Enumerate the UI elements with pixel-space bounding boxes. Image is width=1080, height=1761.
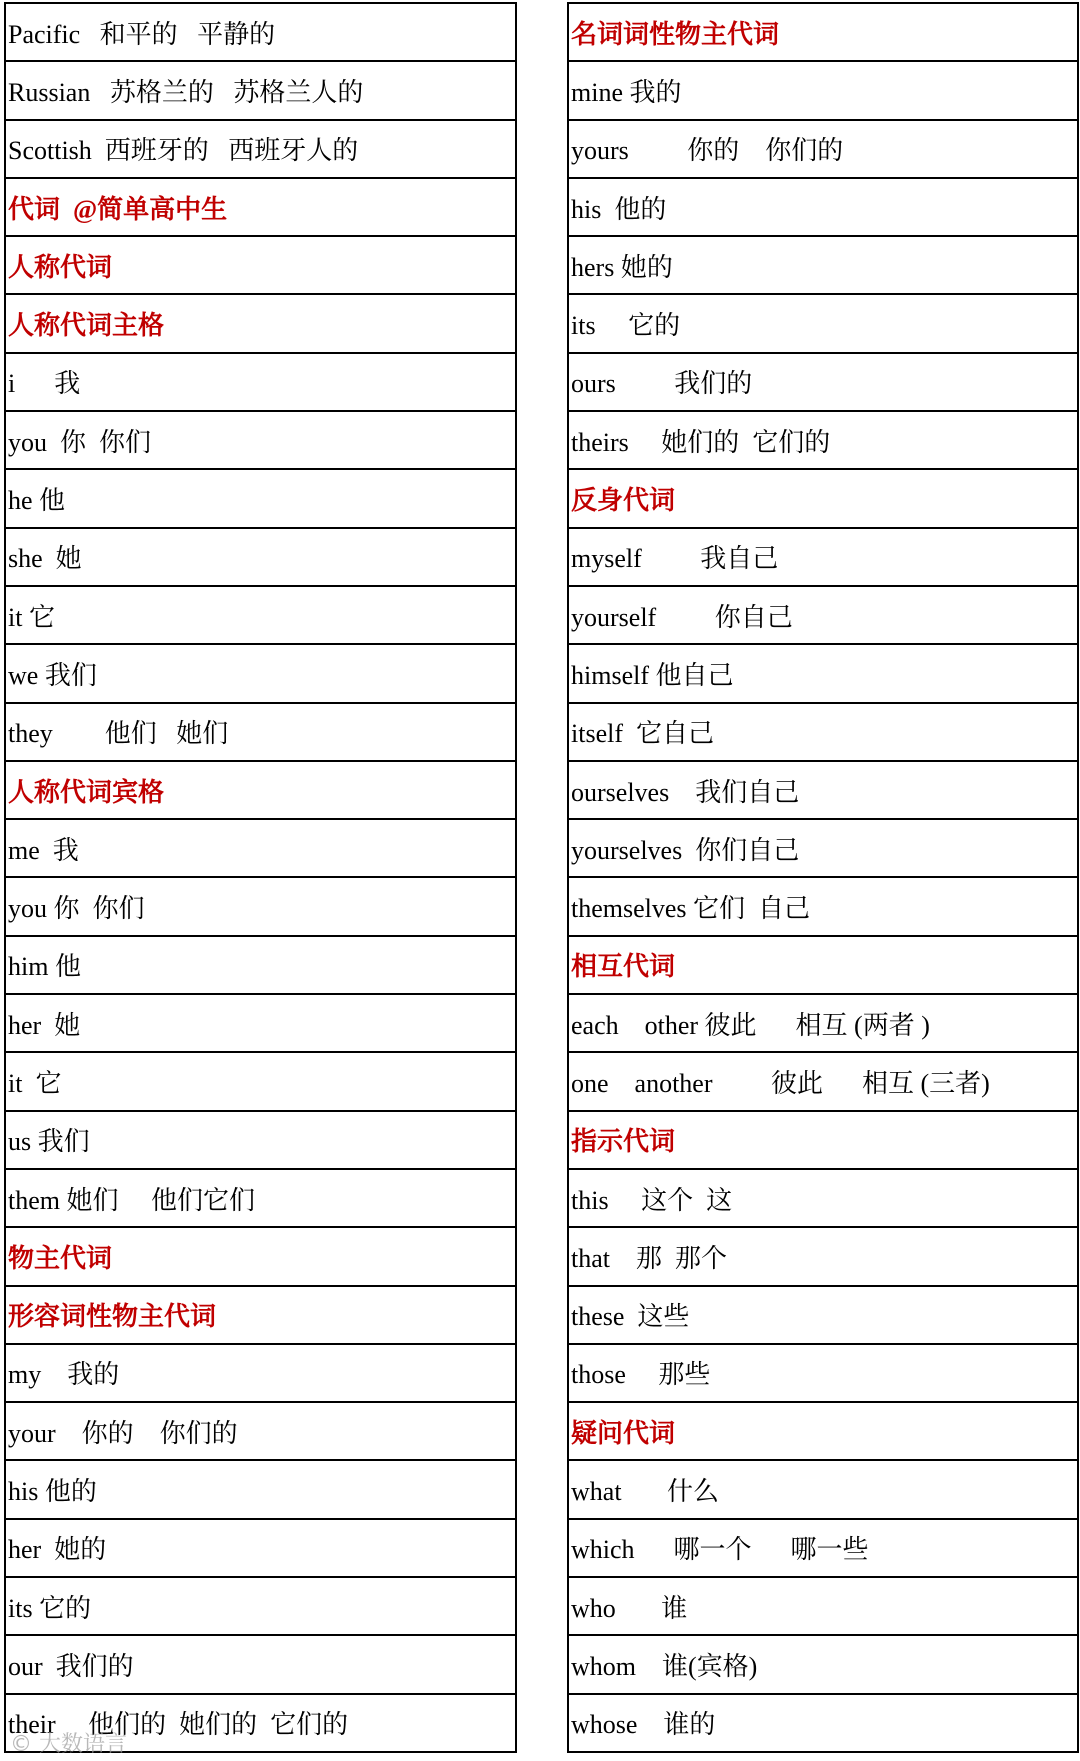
right-vocab-row: theirs 她们的 它们的 [569,412,1077,470]
left-vocab-row: their 他们的 她们的 它们的 [6,1695,515,1753]
right-vocab-row: this 这个 这 [569,1170,1077,1228]
left-vocab-row: you 你 你们 [6,878,515,936]
left-section-heading: 物主代词 [6,1228,515,1286]
right-vocab-row: itself 它自己 [569,704,1077,762]
left-section-heading: 人称代词主格 [6,295,515,353]
right-vocab-row: which 哪一个 哪一些 [569,1520,1077,1578]
right-vocab-row: mine 我的 [569,62,1077,120]
right-vocab-row: each other 彼此 相互 (两者 ) [569,995,1077,1053]
left-vocab-row: them 她们 他们它们 [6,1170,515,1228]
right-vocab-row: his 他的 [569,179,1077,237]
left-vocab-row: my 我的 [6,1345,515,1403]
left-vocab-row: they 他们 她们 [6,704,515,762]
left-section-heading: 人称代词宾格 [6,762,515,820]
left-vocab-row: its 它的 [6,1578,515,1636]
left-vocab-row: Pacific 和平的 平静的 [6,4,515,62]
right-vocab-row: those 那些 [569,1345,1077,1403]
right-vocab-row: ours 我们的 [569,354,1077,412]
left-vocab-row: him 他 [6,937,515,995]
right-section-heading: 名词词性物主代词 [569,4,1077,62]
right-section-heading: 相互代词 [569,937,1077,995]
right-vocab-row: yourselves 你们自己 [569,820,1077,878]
left-section-heading: 形容词性物主代词 [6,1287,515,1345]
left-vocab-row: her 她的 [6,1520,515,1578]
right-vocab-row: hers 她的 [569,237,1077,295]
right-vocab-row: who 谁 [569,1578,1077,1636]
left-vocab-row: his 他的 [6,1461,515,1519]
left-vocab-row: she 她 [6,529,515,587]
right-vocab-row: its 它的 [569,295,1077,353]
left-vocab-row: we 我们 [6,645,515,703]
left-vocab-row: her 她 [6,995,515,1053]
left-section-heading: 代词 @简单高中生 [6,179,515,237]
right-vocab-row: himself 他自己 [569,645,1077,703]
left-vocab-row: Russian 苏格兰的 苏格兰人的 [6,62,515,120]
right-section-heading: 指示代词 [569,1112,1077,1170]
left-vocab-row: me 我 [6,820,515,878]
right-section-heading: 反身代词 [569,470,1077,528]
left-vocab-row: your 你的 你们的 [6,1403,515,1461]
left-vocab-row: it 它 [6,587,515,645]
left-vocab-row: it 它 [6,1053,515,1111]
right-vocab-row: yours 你的 你们的 [569,121,1077,179]
right-vocabulary-table [567,2,1079,1753]
right-vocab-row: that 那 那个 [569,1228,1077,1286]
right-vocab-row: ourselves 我们自己 [569,762,1077,820]
watermark: © 大数语言 [10,1732,127,1757]
right-vocab-row: yourself 你自己 [569,587,1077,645]
left-vocab-row: you 你 你们 [6,412,515,470]
left-vocab-row: Scottish 西班牙的 西班牙人的 [6,121,515,179]
right-vocab-row: themselves 它们 自己 [569,878,1077,936]
left-vocab-row: us 我们 [6,1112,515,1170]
right-section-heading: 疑问代词 [569,1403,1077,1461]
left-vocabulary-table [4,2,517,1753]
right-vocab-row: what 什么 [569,1461,1077,1519]
left-vocab-row: i 我 [6,354,515,412]
left-section-heading: 人称代词 [6,237,515,295]
left-vocab-row: our 我们的 [6,1636,515,1694]
right-vocab-row: these 这些 [569,1287,1077,1345]
right-vocab-row: whose 谁的 [569,1695,1077,1753]
right-vocab-row: one another 彼此 相互 (三者) [569,1053,1077,1111]
left-vocab-row: he 他 [6,470,515,528]
right-vocab-row: whom 谁(宾格) [569,1636,1077,1694]
right-vocab-row: myself 我自己 [569,529,1077,587]
